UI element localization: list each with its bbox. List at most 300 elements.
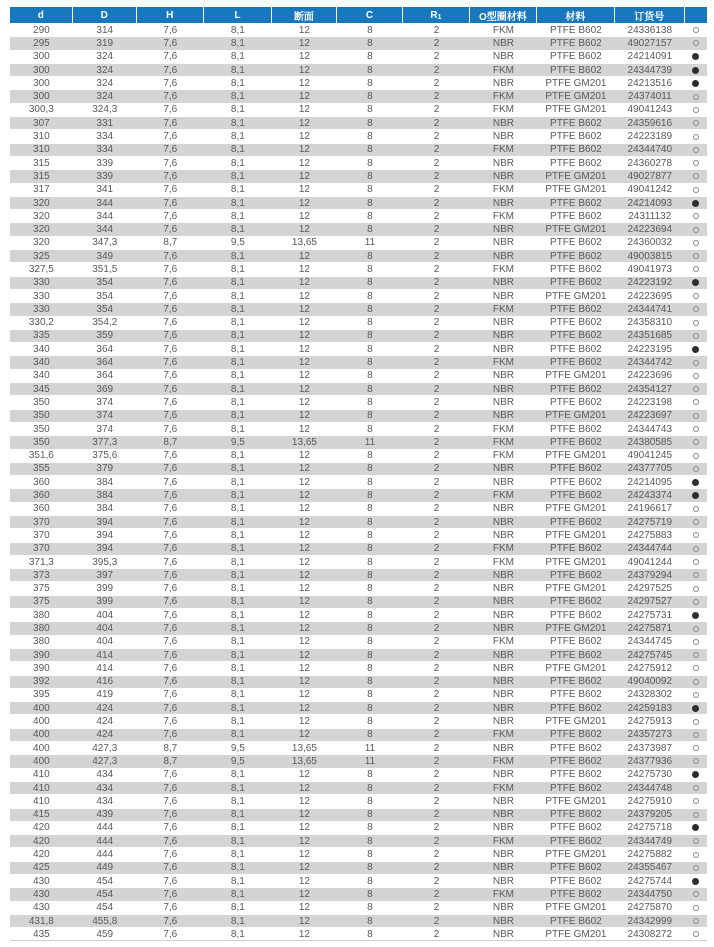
cell-duanmian: 12 [298, 396, 310, 408]
open-circle-icon [693, 306, 699, 312]
cell-d: 350 [33, 410, 50, 422]
cell-dot [685, 649, 707, 661]
table-row [10, 436, 707, 449]
open-circle-icon [693, 559, 699, 565]
cell-dot [685, 928, 707, 940]
cell-duanmian: 12 [298, 835, 310, 847]
cell-dot [685, 755, 707, 767]
cell-dot [685, 450, 707, 462]
cell-duanmian: 12 [298, 410, 310, 422]
open-circle-icon [693, 253, 699, 259]
cell-D: 459 [96, 928, 114, 940]
table-row [10, 476, 707, 489]
cell-material: PTFE B602 [550, 755, 602, 767]
cell-order: 24297525 [627, 583, 673, 595]
cell-material: PTFE B602 [550, 131, 602, 143]
cell-order: 49041245 [627, 450, 673, 462]
cell-H: 7,6 [163, 64, 178, 76]
table-row [10, 463, 707, 476]
cell-material: PTFE B602 [550, 317, 602, 329]
cell-oring: NBR [492, 330, 514, 342]
cell-material: PTFE B602 [550, 636, 602, 648]
cell-H: 7,6 [163, 529, 178, 541]
cell-duanmian: 12 [298, 583, 310, 595]
cell-C: 8 [367, 184, 373, 196]
cell-oring: FKM [492, 556, 514, 568]
cell-order: 24259183 [627, 702, 673, 714]
cell-d: 300 [33, 64, 50, 76]
cell-material: PTFE B602 [550, 24, 602, 36]
cell-oring: FKM [492, 450, 514, 462]
cell-R1: 2 [433, 609, 440, 621]
cell-R1: 2 [433, 716, 440, 728]
cell-C: 8 [367, 277, 373, 289]
cell-d: 310 [33, 144, 50, 156]
cell-H: 8,7 [163, 436, 178, 448]
cell-oring: FKM [492, 104, 514, 116]
cell-L: 8,1 [230, 317, 245, 329]
table-row [10, 609, 707, 622]
cell-duanmian: 12 [298, 689, 310, 701]
cell-duanmian: 12 [298, 117, 310, 129]
cell-order: 24355467 [627, 862, 673, 874]
cell-C: 8 [367, 676, 373, 688]
cell-duanmian: 12 [298, 37, 310, 49]
cell-L: 8,1 [230, 835, 245, 847]
cell-d: 320 [33, 224, 50, 236]
cell-dot [685, 170, 707, 182]
cell-C: 8 [367, 795, 373, 807]
cell-L: 8,1 [230, 662, 245, 674]
cell-R1: 2 [433, 782, 440, 794]
cell-dot [685, 676, 707, 688]
cell-material: PTFE GM201 [545, 902, 607, 914]
cell-R1: 2 [433, 596, 440, 608]
cell-C: 8 [367, 609, 373, 621]
cell-oring: FKM [492, 636, 514, 648]
cell-duanmian: 12 [298, 91, 310, 103]
cell-H: 7,6 [163, 928, 178, 940]
cell-R1: 2 [433, 702, 440, 714]
open-circle-icon [693, 532, 699, 538]
cell-duanmian: 12 [298, 343, 310, 355]
cell-H: 7,6 [163, 849, 178, 861]
cell-duanmian: 12 [298, 184, 310, 196]
cell-H: 7,6 [163, 716, 178, 728]
cell-D: 351,5 [92, 263, 118, 275]
cell-material: PTFE GM201 [545, 556, 607, 568]
cell-D: 399 [96, 583, 114, 595]
table-row [10, 250, 707, 263]
cell-d: 375 [33, 583, 50, 595]
cell-C: 8 [367, 636, 373, 648]
cell-dot [685, 662, 707, 674]
cell-material: PTFE B602 [550, 596, 602, 608]
cell-duanmian: 12 [298, 370, 310, 382]
cell-C: 8 [367, 835, 373, 847]
cell-order: 24344739 [627, 64, 673, 76]
cell-D: 384 [96, 476, 114, 488]
table-row [10, 170, 707, 183]
cell-oring: NBR [492, 51, 514, 63]
cell-L: 8,1 [230, 210, 245, 222]
cell-D: 319 [96, 37, 114, 49]
cell-D: 424 [96, 702, 114, 714]
cell-R1: 2 [433, 317, 440, 329]
cell-L: 8,1 [230, 131, 245, 143]
cell-C: 8 [367, 849, 373, 861]
cell-L: 8,1 [230, 170, 245, 182]
cell-oring: NBR [492, 77, 514, 89]
cell-D: 384 [96, 503, 114, 515]
cell-C: 8 [367, 689, 373, 701]
cell-R1: 2 [433, 795, 440, 807]
cell-dot [685, 130, 707, 142]
cell-material: PTFE B602 [550, 157, 602, 169]
open-circle-icon [693, 147, 699, 153]
cell-D: 364 [96, 343, 114, 355]
cell-L: 8,1 [230, 822, 245, 834]
table-row [10, 396, 707, 409]
cell-R1: 2 [433, 822, 440, 834]
cell-duanmian: 12 [298, 888, 310, 900]
cell-L: 8,1 [230, 543, 245, 555]
cell-d: 340 [33, 343, 50, 355]
column-header-C: C [337, 7, 403, 23]
cell-D: 324 [96, 77, 114, 89]
column-header-dot [685, 7, 707, 23]
cell-C: 8 [367, 490, 373, 502]
cell-R1: 2 [433, 862, 440, 874]
open-circle-icon [693, 572, 699, 578]
cell-C: 8 [367, 888, 373, 900]
table-row [10, 343, 707, 356]
cell-order: 24311132 [628, 210, 672, 222]
cell-H: 7,6 [163, 170, 178, 182]
cell-C: 8 [367, 91, 373, 103]
cell-oring: NBR [492, 503, 514, 515]
cell-dot [685, 303, 707, 315]
open-circle-icon [693, 732, 699, 738]
cell-order: 24223695 [627, 290, 673, 302]
table-row [10, 569, 707, 582]
open-circle-icon [693, 386, 699, 392]
cell-C: 8 [367, 463, 373, 475]
cell-L: 8,1 [230, 303, 245, 315]
cell-oring: NBR [492, 224, 514, 236]
cell-dot [685, 582, 707, 594]
cell-d: 327,5 [28, 263, 54, 275]
filled-circle-icon [692, 771, 699, 778]
cell-D: 384 [96, 490, 114, 502]
cell-duanmian: 12 [298, 263, 310, 275]
cell-H: 7,6 [163, 303, 178, 315]
cell-H: 7,6 [163, 503, 178, 515]
cell-L: 8,1 [230, 250, 245, 262]
cell-H: 7,6 [163, 623, 178, 634]
open-circle-icon [693, 240, 699, 246]
cell-H: 7,6 [163, 888, 178, 900]
cell-D: 444 [96, 849, 114, 861]
table-row [10, 77, 707, 90]
cell-dot [685, 37, 707, 49]
cell-H: 7,6 [163, 423, 178, 435]
open-circle-icon [693, 134, 699, 140]
cell-d: 350 [33, 423, 50, 435]
cell-L: 8,1 [230, 769, 245, 781]
cell-D: 334 [96, 131, 114, 143]
cell-C: 8 [367, 583, 373, 595]
cell-order: 24214093 [627, 197, 673, 209]
table-row [10, 848, 707, 861]
cell-R1: 2 [433, 157, 440, 169]
cell-L: 8,1 [230, 529, 245, 541]
cell-H: 8,7 [163, 237, 178, 249]
table-row [10, 809, 707, 822]
cell-D: 449 [96, 862, 114, 874]
open-circle-icon [693, 639, 699, 645]
cell-d: 330 [33, 277, 50, 289]
cell-R1: 2 [433, 662, 440, 674]
cell-order: 24344742 [627, 357, 673, 369]
cell-dot [685, 104, 707, 116]
cell-H: 7,6 [163, 822, 178, 834]
cell-material: PTFE B602 [550, 197, 602, 209]
cell-material: PTFE B602 [550, 343, 602, 355]
cell-dot [685, 795, 707, 807]
cell-H: 7,6 [163, 184, 178, 196]
cell-D: 324 [96, 91, 114, 103]
cell-dot [685, 436, 707, 448]
cell-order: 24328302 [627, 689, 673, 701]
cell-oring: NBR [492, 250, 514, 262]
cell-L: 8,1 [230, 503, 245, 515]
table-row [10, 24, 707, 37]
open-circle-icon [693, 187, 699, 193]
cell-material: PTFE GM201 [545, 849, 607, 861]
cell-L: 8,1 [230, 263, 245, 275]
filled-circle-icon [692, 279, 699, 286]
cell-d: 370 [33, 516, 50, 528]
cell-C: 8 [367, 476, 373, 488]
cell-duanmian: 12 [298, 51, 310, 63]
cell-dot [685, 742, 707, 754]
cell-C: 11 [364, 237, 376, 249]
cell-d: 400 [33, 702, 50, 714]
cell-oring: NBR [492, 463, 514, 475]
open-circle-icon [693, 546, 699, 552]
cell-R1: 2 [433, 450, 440, 462]
cell-D: 414 [96, 662, 114, 674]
cell-order: 49041243 [627, 104, 673, 116]
cell-order: 24336138 [627, 24, 673, 36]
cell-dot [685, 503, 707, 515]
cell-material: PTFE GM201 [545, 170, 607, 182]
cell-dot [685, 410, 707, 422]
cell-C: 8 [367, 516, 373, 528]
cell-D: 377,3 [92, 436, 118, 448]
cell-L: 8,1 [230, 104, 245, 116]
cell-order: 24377705 [627, 463, 673, 475]
cell-order: 24359616 [627, 117, 673, 129]
cell-order: 49027877 [627, 170, 673, 182]
cell-order: 24223694 [627, 224, 673, 236]
filled-circle-icon [692, 878, 699, 885]
open-circle-icon [693, 439, 699, 445]
cell-duanmian: 13,65 [291, 742, 317, 754]
open-circle-icon [693, 812, 699, 818]
cell-material: PTFE B602 [550, 51, 602, 63]
cell-d: 373 [33, 569, 50, 581]
cell-H: 7,6 [163, 835, 178, 847]
table-row [10, 117, 707, 130]
cell-order: 24214091 [627, 51, 673, 63]
cell-H: 7,6 [163, 343, 178, 355]
cell-L: 8,1 [230, 888, 245, 900]
cell-d: 345 [33, 383, 50, 395]
cell-material: PTFE B602 [550, 37, 602, 49]
open-circle-icon [693, 758, 699, 764]
cell-oring: NBR [492, 237, 514, 249]
cell-H: 7,6 [163, 24, 178, 36]
filled-circle-icon [692, 200, 699, 207]
cell-C: 8 [367, 157, 373, 169]
cell-C: 8 [367, 330, 373, 342]
filled-circle-icon [692, 705, 699, 712]
filled-circle-icon [692, 492, 699, 499]
cell-C: 8 [367, 224, 373, 236]
cell-D: 354 [96, 290, 114, 302]
cell-H: 7,6 [163, 91, 178, 103]
cell-C: 8 [367, 769, 373, 781]
cell-R1: 2 [433, 91, 440, 103]
cell-L: 8,1 [230, 556, 245, 568]
cell-order: 24214095 [627, 476, 673, 488]
column-header-R1: R 1 [403, 7, 470, 23]
cell-R1: 2 [433, 436, 440, 448]
cell-order: 24344748 [627, 782, 673, 794]
cell-D: 354,2 [92, 317, 118, 329]
cell-L: 8,1 [230, 516, 245, 528]
cell-d: 350 [33, 396, 50, 408]
cell-d: 320 [33, 197, 50, 209]
table-row [10, 888, 707, 901]
cell-duanmian: 12 [298, 357, 310, 369]
table-row [10, 303, 707, 316]
cell-D: 395,3 [92, 556, 118, 568]
cell-C: 8 [367, 782, 373, 794]
cell-H: 7,6 [163, 702, 178, 714]
cell-d: 380 [33, 609, 50, 621]
cell-C: 8 [367, 596, 373, 608]
cell-duanmian: 12 [298, 250, 310, 262]
cell-d: 430 [33, 875, 50, 887]
cell-d: 335 [33, 330, 50, 342]
cell-L: 8,1 [230, 51, 245, 63]
cell-order: 49041973 [627, 263, 673, 275]
cell-material: PTFE GM201 [545, 928, 607, 940]
cell-oring: NBR [492, 529, 514, 541]
cell-D: 339 [96, 170, 114, 182]
cell-order: 24380585 [627, 436, 673, 448]
cell-duanmian: 12 [298, 157, 310, 169]
table-row [10, 636, 707, 649]
cell-d: 370 [33, 543, 50, 555]
cell-dot [685, 64, 707, 76]
cell-d: 410 [33, 769, 50, 781]
cell-duanmian: 12 [298, 224, 310, 236]
cell-material: PTFE GM201 [545, 716, 607, 728]
cell-d: 317 [33, 184, 50, 196]
table-row [10, 649, 707, 662]
cell-oring: FKM [492, 888, 514, 900]
cell-dot [685, 915, 707, 927]
cell-oring: NBR [492, 649, 514, 661]
cell-R1: 2 [433, 742, 440, 754]
cell-d: 420 [33, 849, 50, 861]
cell-material: PTFE GM201 [545, 290, 607, 302]
cell-duanmian: 12 [298, 849, 310, 861]
open-circle-icon [693, 373, 699, 379]
cell-H: 7,6 [163, 144, 178, 156]
cell-oring: FKM [492, 303, 514, 315]
table-row [10, 370, 707, 383]
cell-material: PTFE GM201 [545, 77, 607, 89]
open-circle-icon [693, 94, 699, 100]
cell-order: 24223192 [627, 277, 673, 289]
cell-order: 49027157 [627, 37, 673, 49]
table-row [10, 383, 707, 396]
cell-R1: 2 [433, 583, 440, 595]
cell-C: 8 [367, 450, 373, 462]
cell-C: 8 [367, 529, 373, 541]
cell-dot [685, 702, 707, 714]
open-circle-icon [693, 227, 699, 233]
cell-R1: 2 [433, 277, 440, 289]
cell-C: 8 [367, 117, 373, 129]
open-circle-icon [693, 293, 699, 299]
cell-D: 454 [96, 888, 114, 900]
cell-duanmian: 12 [298, 210, 310, 222]
cell-C: 8 [367, 915, 373, 927]
column-header-order: 订货号 [615, 7, 685, 23]
cell-material: PTFE B602 [550, 423, 602, 435]
filled-circle-icon [692, 53, 699, 60]
table-row [10, 356, 707, 369]
cell-H: 7,6 [163, 795, 178, 807]
cell-H: 7,6 [163, 410, 178, 422]
table-row [10, 51, 707, 64]
cell-order: 24344744 [627, 543, 673, 555]
cell-material: PTFE GM201 [545, 184, 607, 196]
cell-material: PTFE GM201 [545, 410, 607, 422]
cell-R1: 2 [433, 888, 440, 900]
open-circle-icon [693, 626, 699, 632]
cell-C: 8 [367, 37, 373, 49]
cell-D: 394 [96, 529, 114, 541]
cell-R1: 2 [433, 809, 440, 821]
table-row [10, 676, 707, 689]
table-row [10, 157, 707, 170]
cell-L: 8,1 [230, 583, 245, 595]
column-header-material: 材料 [537, 7, 615, 23]
cell-oring: NBR [492, 689, 514, 701]
cell-d: 390 [33, 662, 50, 674]
cell-duanmian: 12 [298, 131, 310, 143]
cell-dot [685, 622, 707, 634]
cell-duanmian: 12 [298, 636, 310, 648]
cell-order: 24344749 [627, 835, 673, 847]
